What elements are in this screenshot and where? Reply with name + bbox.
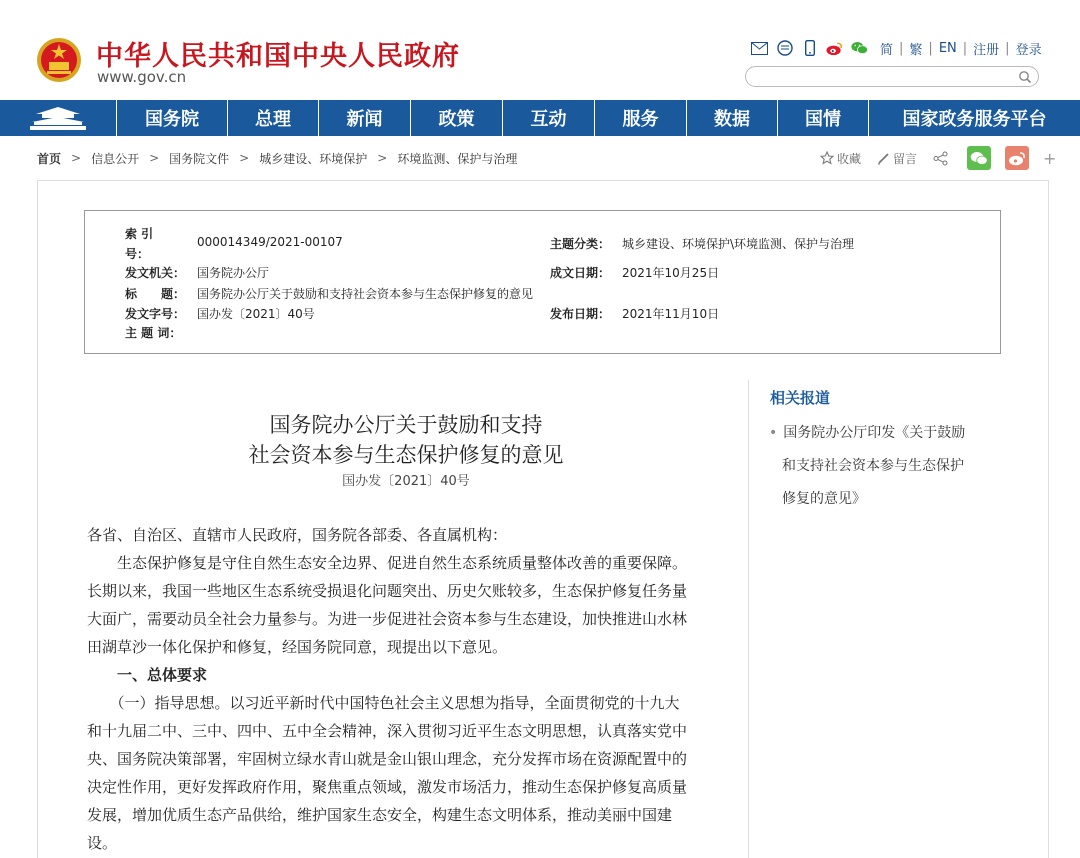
simplified-link[interactable]: 简 xyxy=(880,42,894,58)
meta-index-value: 000014349/2021-00107 xyxy=(197,235,343,249)
article-line: 田湖草沙一体化保护和修复，经国务院同意，现提出以下意见。 xyxy=(87,638,508,656)
article-line: 生态保护修复是守住自然生态安全边界、促进自然生态系统质量整体改善的重要保障。 xyxy=(87,554,688,572)
article-title-line-2: 社会资本参与生态保护修复的意见 xyxy=(248,443,564,467)
meta-topic-value: 城乡建设、环境保护\环境监测、保护与治理 xyxy=(622,237,855,251)
header-tools: 简 | 繁 | EN | 注册 | 登录 xyxy=(751,38,1046,58)
star-icon xyxy=(820,151,834,165)
article-line: 大面广，需要动员全社会力量参与。为进一步促进社会资本参与生态建设，加快推进山水林 xyxy=(87,610,688,628)
meta-keywords-label: 主 题 词： xyxy=(125,326,182,340)
nav-item-policy[interactable]: 政策 xyxy=(410,100,502,136)
article-line: （一）指导思想。以习近平新时代中国特色社会主义思想为指导，全面贯彻党的十九大 xyxy=(87,694,680,712)
message-icon[interactable] xyxy=(776,40,793,57)
related-reports-heading: 相关报道 xyxy=(770,389,831,407)
traditional-link[interactable]: 繁 xyxy=(909,42,923,58)
meta-index-label: 索 引 xyxy=(125,227,154,241)
mobile-icon[interactable] xyxy=(801,40,818,57)
favorite-button[interactable]: 收藏 xyxy=(820,150,861,167)
breadcrumb-home[interactable]: 首页 xyxy=(37,151,62,166)
chevron-right-icon: > xyxy=(149,151,160,165)
share-wechat-button[interactable] xyxy=(967,146,991,170)
nav-item-services[interactable]: 服务 xyxy=(594,100,686,136)
sidebar-divider xyxy=(748,380,749,858)
article-section-heading: 一、总体要求 xyxy=(87,666,208,684)
national-emblem-icon[interactable] xyxy=(35,36,83,84)
site-title[interactable]: 中华人民共和国中央人民政府 xyxy=(96,41,460,72)
meta-issuer-label: 发文机关： xyxy=(125,266,186,280)
nav-item-state-council[interactable]: 国务院 xyxy=(116,100,227,136)
share-weibo-button[interactable] xyxy=(1005,146,1029,170)
meta-publish-value: 2021年11月10日 xyxy=(622,307,720,321)
breadcrumb-info-disclosure[interactable]: 信息公开 xyxy=(91,151,140,166)
search-input[interactable] xyxy=(756,69,1016,84)
search-box xyxy=(745,66,1039,87)
nav-item-gov-service-platform[interactable]: 国家政务服务平台 xyxy=(868,100,1080,136)
nav-item-data[interactable]: 数据 xyxy=(686,100,777,136)
register-link[interactable]: 注册 xyxy=(973,42,1000,58)
share-icon xyxy=(933,151,948,166)
breadcrumb-env-monitoring[interactable]: 环境监测、保护与治理 xyxy=(397,151,518,166)
chevron-right-icon: > xyxy=(71,151,82,165)
comment-button[interactable]: 留言 xyxy=(877,150,917,167)
wechat-icon xyxy=(970,151,988,166)
meta-index-label-2: 号： xyxy=(125,247,150,261)
nav-item-national-info[interactable]: 国情 xyxy=(777,100,868,136)
main-nav xyxy=(0,100,1080,136)
bullet-icon: • xyxy=(769,425,778,441)
more-share-button[interactable]: + xyxy=(1043,148,1057,168)
breadcrumb xyxy=(37,148,517,168)
nav-item-news[interactable]: 新闻 xyxy=(318,100,410,136)
article-line: 决定性作用，更好发挥政府作用，聚焦重点领域，激发市场活力，推动生态保护修复高质量 xyxy=(87,778,688,796)
article-title-line-1: 国务院办公厅关于鼓励和支持 xyxy=(269,413,543,437)
site-header xyxy=(0,0,1080,100)
breadcrumb-state-council-docs[interactable]: 国务院文件 xyxy=(169,151,230,166)
meta-issuer-value: 国务院办公厅 xyxy=(197,266,270,280)
nav-home[interactable] xyxy=(0,100,116,136)
share-button[interactable] xyxy=(933,151,951,166)
weibo-icon[interactable] xyxy=(826,40,843,57)
pencil-icon xyxy=(877,152,890,165)
meta-written-label: 成文日期： xyxy=(550,266,611,280)
nav-item-interaction[interactable]: 互动 xyxy=(502,100,594,136)
mail-icon[interactable] xyxy=(751,40,768,57)
breadcrumb-urban-environment[interactable]: 城乡建设、环境保护 xyxy=(259,151,368,166)
article-line: 长期以来，我国一些地区生态系统受损退化问题突出、历史欠账较多，生态保护修复任务量 xyxy=(87,582,688,600)
meta-title-label: 标 题： xyxy=(125,287,186,301)
tiananmen-icon xyxy=(28,105,88,131)
meta-publish-label: 发布日期： xyxy=(550,307,611,321)
related-report-link[interactable]: • 国务院办公厅印发《关于鼓励 和支持社会资本参与生态保护 修复的意见》 xyxy=(769,425,966,507)
meta-title-value: 国务院办公厅关于鼓励和支持社会资本参与生态保护修复的意见 xyxy=(197,287,534,301)
document-meta-table xyxy=(84,210,1001,354)
meta-docno-value: 国办发〔2021〕40号 xyxy=(197,307,315,321)
chevron-right-icon: > xyxy=(239,151,250,165)
article-line: 央、国务院决策部署，牢固树立绿水青山就是金山银山理念，充分发挥市场在资源配置中的 xyxy=(87,750,688,768)
meta-docno-label: 发文字号： xyxy=(125,307,186,321)
wechat-icon[interactable] xyxy=(851,40,868,57)
login-link[interactable]: 登录 xyxy=(1015,42,1042,58)
nav-item-premier[interactable]: 总理 xyxy=(227,100,318,136)
share-bar xyxy=(820,146,1056,170)
article-line: 发展，增加优质生态产品供给，维护国家生态安全，构建生态文明体系，推动美丽中国建 xyxy=(87,806,673,824)
meta-topic-label: 主题分类： xyxy=(550,237,611,251)
chevron-right-icon: > xyxy=(377,151,388,165)
english-link[interactable]: EN xyxy=(938,40,957,56)
article-doc-number: 国办发〔2021〕40号 xyxy=(342,474,470,489)
site-url[interactable]: www.gov.cn xyxy=(97,68,187,86)
meta-written-value: 2021年10月25日 xyxy=(622,266,720,280)
search-icon[interactable] xyxy=(1018,70,1032,84)
article-line: 和十九届二中、三中、四中、五中全会精神，深入贯彻习近平生态文明思想，认真落实党中 xyxy=(87,722,688,740)
article-line: 各省、自治区、直辖市人民政府，国务院各部委、各直属机构： xyxy=(87,526,508,544)
weibo-icon xyxy=(1008,151,1026,166)
article-line: 设。 xyxy=(87,834,118,852)
